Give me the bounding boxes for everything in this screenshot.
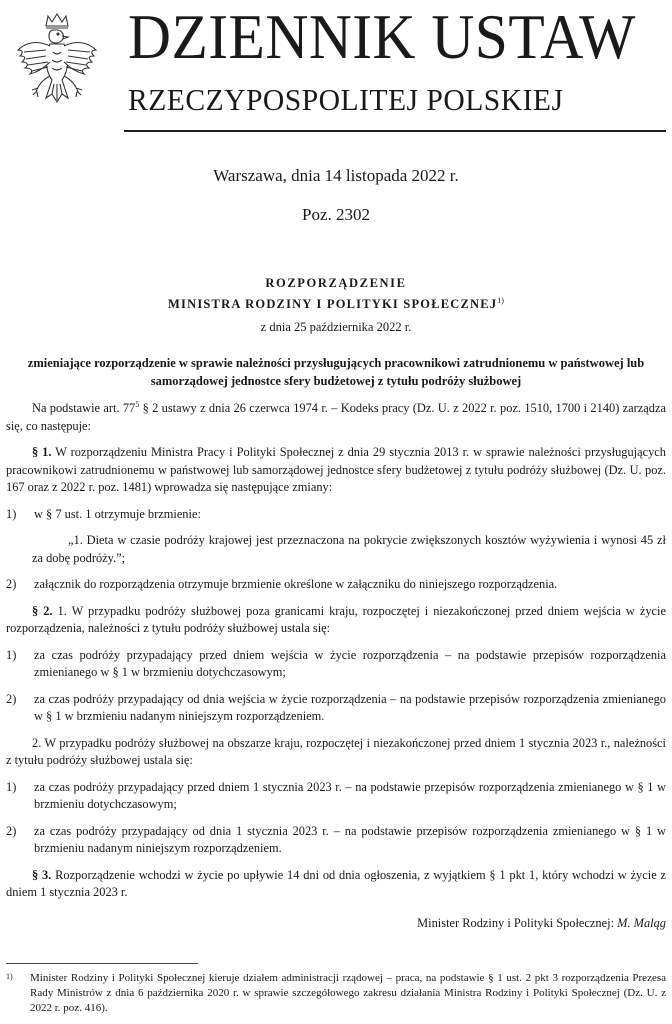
- list-item: [6, 576, 666, 594]
- issuer-footnote-mark: 1): [497, 296, 504, 305]
- list-item-number: 2): [6, 691, 17, 706]
- amendment-quote: „1. Dieta w czasie podróży krajowej jest przeznaczona na pokrycie zwiększonych kosztów wyżywienia i wynosi 45 zł za dobę podróży.”;: [32, 533, 666, 565]
- section-2-paragraph-2: 2. W przypadku podróży służbowej na obszarze kraju, rozpoczętej i niezakończonej przed dniem 1 stycznia 2023 r., należności z tytułu podróży służbowej ustala się:: [6, 735, 666, 767]
- section-2: [6, 603, 666, 638]
- gazette-subtitle: RZECZYPOSPOLITEJ POLSKIEJ: [128, 82, 564, 117]
- list-item-text: za czas podróży przypadający od dnia 1 stycznia 2023 r. – na podstawie przepisów rozporządzenia zmienianego w § 1 w brzmieniu nadanym niniejszym rozporządzeniem.: [34, 823, 666, 855]
- list-item: [6, 823, 666, 858]
- polish-eagle-emblem-icon: [8, 10, 106, 118]
- footnote-text: Minister Rodziny i Polityki Społecznej kieruje działem administracji rządowej – praca, na podstawie § 1 ust. 2 pkt 3 rozporządzenia Prezesa Rady Ministrów z dnia 6 października 2020 r. w sprawie szczegółowego zakresu działania Ministra Rodziny i Polityki Społecznej (Dz. U. z 2022 r. poz. 416).: [30, 972, 666, 1014]
- section-1: [6, 444, 666, 497]
- preamble-part-b: § 2 ustawy z dnia 26 czerwca 1974 r. – Kodeks pracy (Dz. U. z 2022 r. poz. 1510, 1700 i 2140) zarządza się, co następuje:: [6, 401, 666, 433]
- position-number: Poz. 2302: [302, 205, 370, 224]
- act-type: ROZPORZĄDZENIE: [265, 276, 407, 290]
- section-1-label: § 1.: [32, 445, 52, 459]
- list-item-text: za czas podróży przypadający przed dniem 1 stycznia 2023 r. – na podstawie przepisów rozporządzenia zmienianego w § 1 w brzmieniu dotychczasowym;: [34, 779, 666, 811]
- signatory-name: M. Maląg: [617, 916, 666, 930]
- list-item: [6, 779, 666, 814]
- section-2-label: § 2.: [32, 603, 53, 618]
- gazette-title: DZIENNIK USTAW: [128, 1, 636, 72]
- section-3-label: § 3.: [32, 867, 52, 882]
- list-item-text: za czas podróży przypadający przed dniem wejścia w życie rozporządzenia – na podstawie przepisów rozporządzenia zmienianego w § 1 w brzmieniu dotychczasowym;: [34, 647, 666, 679]
- list-item-text: w § 7 ust. 1 otrzymuje brzmienie:: [34, 506, 201, 521]
- signatory-role: Minister Rodziny i Polityki Społecznej:: [417, 916, 618, 930]
- signature-line: [417, 916, 666, 931]
- list-item: [6, 691, 666, 726]
- header-rule: [124, 130, 666, 132]
- act-issuer: [0, 296, 672, 312]
- footnote-divider: [6, 963, 198, 964]
- act-title: zmieniające rozporządzenie w sprawie należności przysługujących pracownikowi zatrudnionemu w państwowej lub samorządowej jednostce sfery budżetowej z tytułu podróży służbowej: [27, 356, 645, 388]
- publication-dateline: Warszawa, dnia 14 listopada 2022 r.: [213, 166, 459, 185]
- list-item-text: za czas podróży przypadający od dnia wejścia w życie rozporządzenia – na podstawie przepisów rozporządzenia zmienianego w § 1 w brzmieniu nadanym niniejszym rozporządzeniem.: [34, 691, 666, 723]
- list-item: [6, 506, 666, 524]
- section-1-text: W rozporządzeniu Ministra Pracy i Polityki Społecznej z dnia 29 stycznia 2013 r. w sprawie należności przysługujących pracownikowi zatrudnionemu w państwowej lub samorządowej jednostce sfery budżetowej z tytułu podróży służbowej (Dz. U. poz. 167 oraz z 2022 r. poz. 1481) wprowadza się następujące zmiany:: [6, 445, 666, 494]
- act-date: z dnia 25 października 2022 r.: [260, 320, 412, 334]
- section-3: [6, 867, 666, 902]
- list-item: [6, 647, 666, 682]
- list-item-number: 1): [6, 647, 17, 662]
- footnote-mark: 1): [6, 972, 13, 981]
- preamble-superscript: 5: [135, 399, 140, 409]
- preamble-part-a: Na podstawie art. 77: [32, 401, 136, 415]
- section-3-text: Rozporządzenie wchodzi w życie po upływie 14 dni od dnia ogłoszenia, z wyjątkiem § 1 pkt 1, który wchodzi w życie z dniem 1 stycznia 2023 r.: [6, 867, 666, 899]
- footnote: [6, 971, 666, 1016]
- list-item-number: 1): [6, 506, 17, 521]
- section-2-text: 1. W przypadku podróży służbowej poza granicami kraju, rozpoczętej i niezakończonej przed dniem wejścia w życie rozporządzenia, należności z tytułu podróży służbowej ustala się:: [6, 603, 666, 635]
- act-issuer-text: MINISTRA RODZINY I POLITYKI SPOŁECZNEJ: [168, 297, 498, 312]
- list-item-text: załącznik do rozporządzenia otrzymuje brzmienie określone w załączniku do niniejszego rozporządzenia.: [34, 577, 558, 591]
- list-item-number: 2): [6, 577, 17, 591]
- preamble: [6, 400, 666, 435]
- list-item-number: 1): [6, 779, 17, 794]
- act-body: [6, 400, 666, 911]
- list-item-number: 2): [6, 823, 17, 838]
